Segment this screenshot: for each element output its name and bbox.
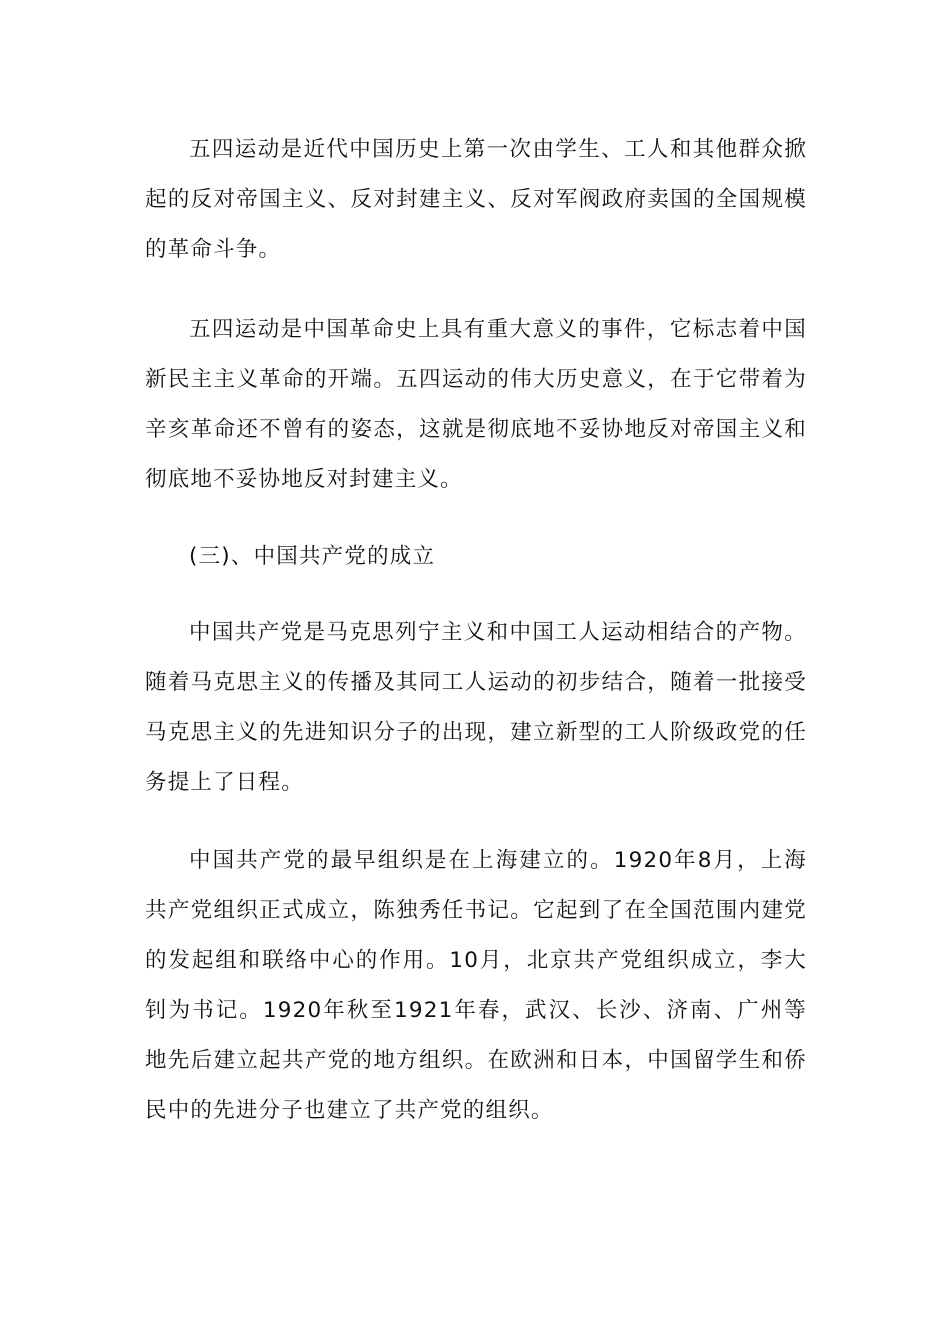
section-heading: (三)、中国共产党的成立 bbox=[189, 544, 436, 569]
paragraph-party-origin: 中国共产党是马克思列宁主义和中国工人运动相结合的产物。随着马克思主义的传播及其同工人运动的初步结合，随着一批接受马克思主义的先进知识分子的出现，建立新型的工人阶级政党的任务提上了日程。 bbox=[145, 620, 807, 795]
paragraph-may-fourth-significance: 五四运动是中国革命史上具有重大意义的事件，它标志着中国新民主主义革命的开端。五四运动的伟大历史意义，在于它带着为辛亥革命还不曾有的姿态，这就是彻底地不妥协地反对帝国主义和彻底地不妥协地反对封建主义。 bbox=[145, 317, 807, 492]
paragraph-may-fourth-definition: 五四运动是近代中国历史上第一次由学生、工人和其他群众掀起的反对帝国主义、反对封建主义、反对军阀政府卖国的全国规模的革命斗争。 bbox=[145, 137, 807, 262]
paragraph-early-organizations: 中国共产党的最早组织是在上海建立的。1920年8月，上海共产党组织正式成立，陈独秀任书记。它起到了在全国范围内建党的发起组和联络中心的作用。10月，北京共产党组织成立，李大钊为书记。1920年秋至1921年春，武汉、长沙、济南、广州等地先后建立起共产党的地方组织。在欧洲和日本，中国留学生和侨民中的先进分子也建立了共产党的组织。 bbox=[145, 848, 807, 1123]
